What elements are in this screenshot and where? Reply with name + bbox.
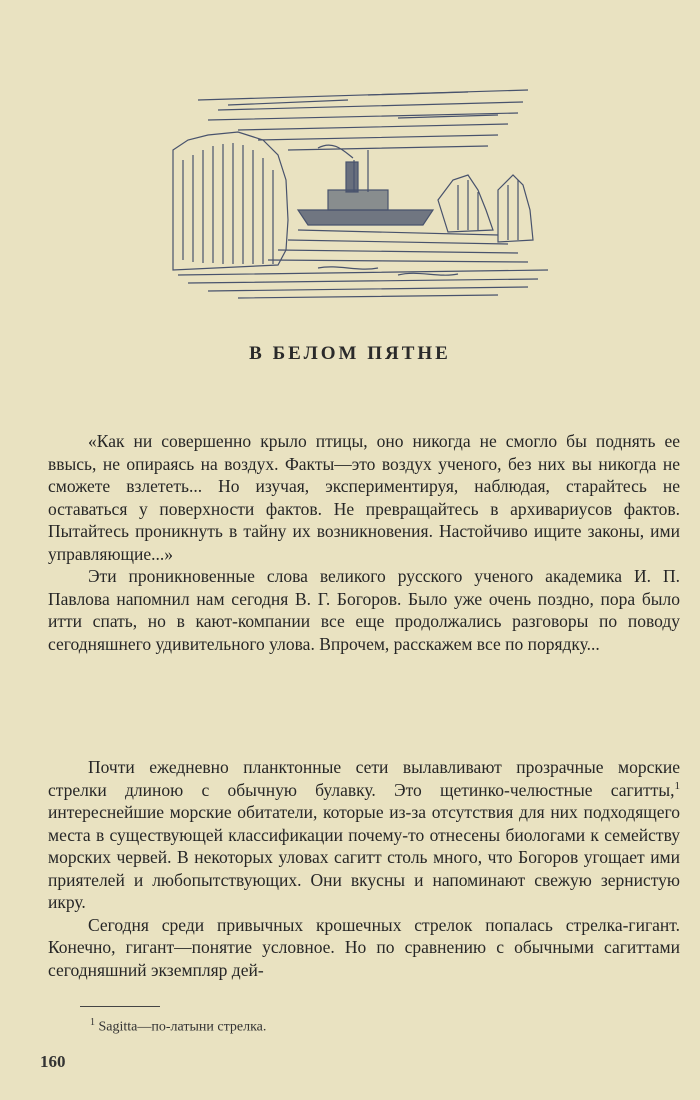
paragraph-sagitta-end: интереснейшие морские обитатели, которые из-за отсутствия для них подходящего места в существующей классификации почему-то отнесены биологами к семейству морских червей. В некоторых уловах сагитт столь много, что Богоров угощает ими приятелей и любопытствующих. Они вкусны и напоминают свежую зернистую икру. [48,802,680,912]
ship-in-ice-illustration [168,80,558,305]
footnote-divider [80,1006,160,1007]
footnote-number: 1 [90,1017,95,1028]
chapter-title: В БЕЛОМ ПЯТНЕ [249,343,451,364]
page-number: 160 [40,1052,66,1071]
paragraph-sagitta [48,756,680,914]
paragraph-giant: Сегодня среди привычных крошечных стрелок попалась стрелка-гигант. Конечно, гигант—понятие условное. Но по сравнению с обычными сагиттами сегодняшний экземпляр дей- [48,914,680,980]
paragraph-quote: «Как ни совершенно крыло птицы, оно никогда не смогло бы поднять ее ввысь, не опираясь на воздух. Факты—это воздух ученого, без них вы никогда не сможете взлететь... Но изучая, экспериментируя, наблюдая, старайтесь не оставаться у поверхности фактов. Не превращайтесь в архивариусов фактов. Пытайтесь проникнуть в тайну их возникновения. Настойчиво ищите законы, ими управляющие...» [48,431,680,564]
paragraph-sagitta-start: Почти ежедневно планктонные сети вылавливают прозрачные морские стрелки длиною с обычную булавку. Это щетинко-челюстные сагитты, [48,757,680,800]
footnote-marker: 1 [674,779,680,792]
text-block-main [48,756,680,981]
text-block-intro [48,430,680,655]
footnote-text: Sagitta—по-латыни стрелка. [98,1019,267,1035]
footnote [90,1017,266,1036]
paragraph-pavlov: Эти проникновенные слова великого русского ученого академика И. П. Павлова напомнил нам сегодня В. Г. Богоров. Было уже очень поздно, пора было итти спать, но в кают-компании все еще продолжались разговоры по поводу сегодняшнего удивительного улова. Впрочем, расскажем все по порядку... [48,566,680,654]
